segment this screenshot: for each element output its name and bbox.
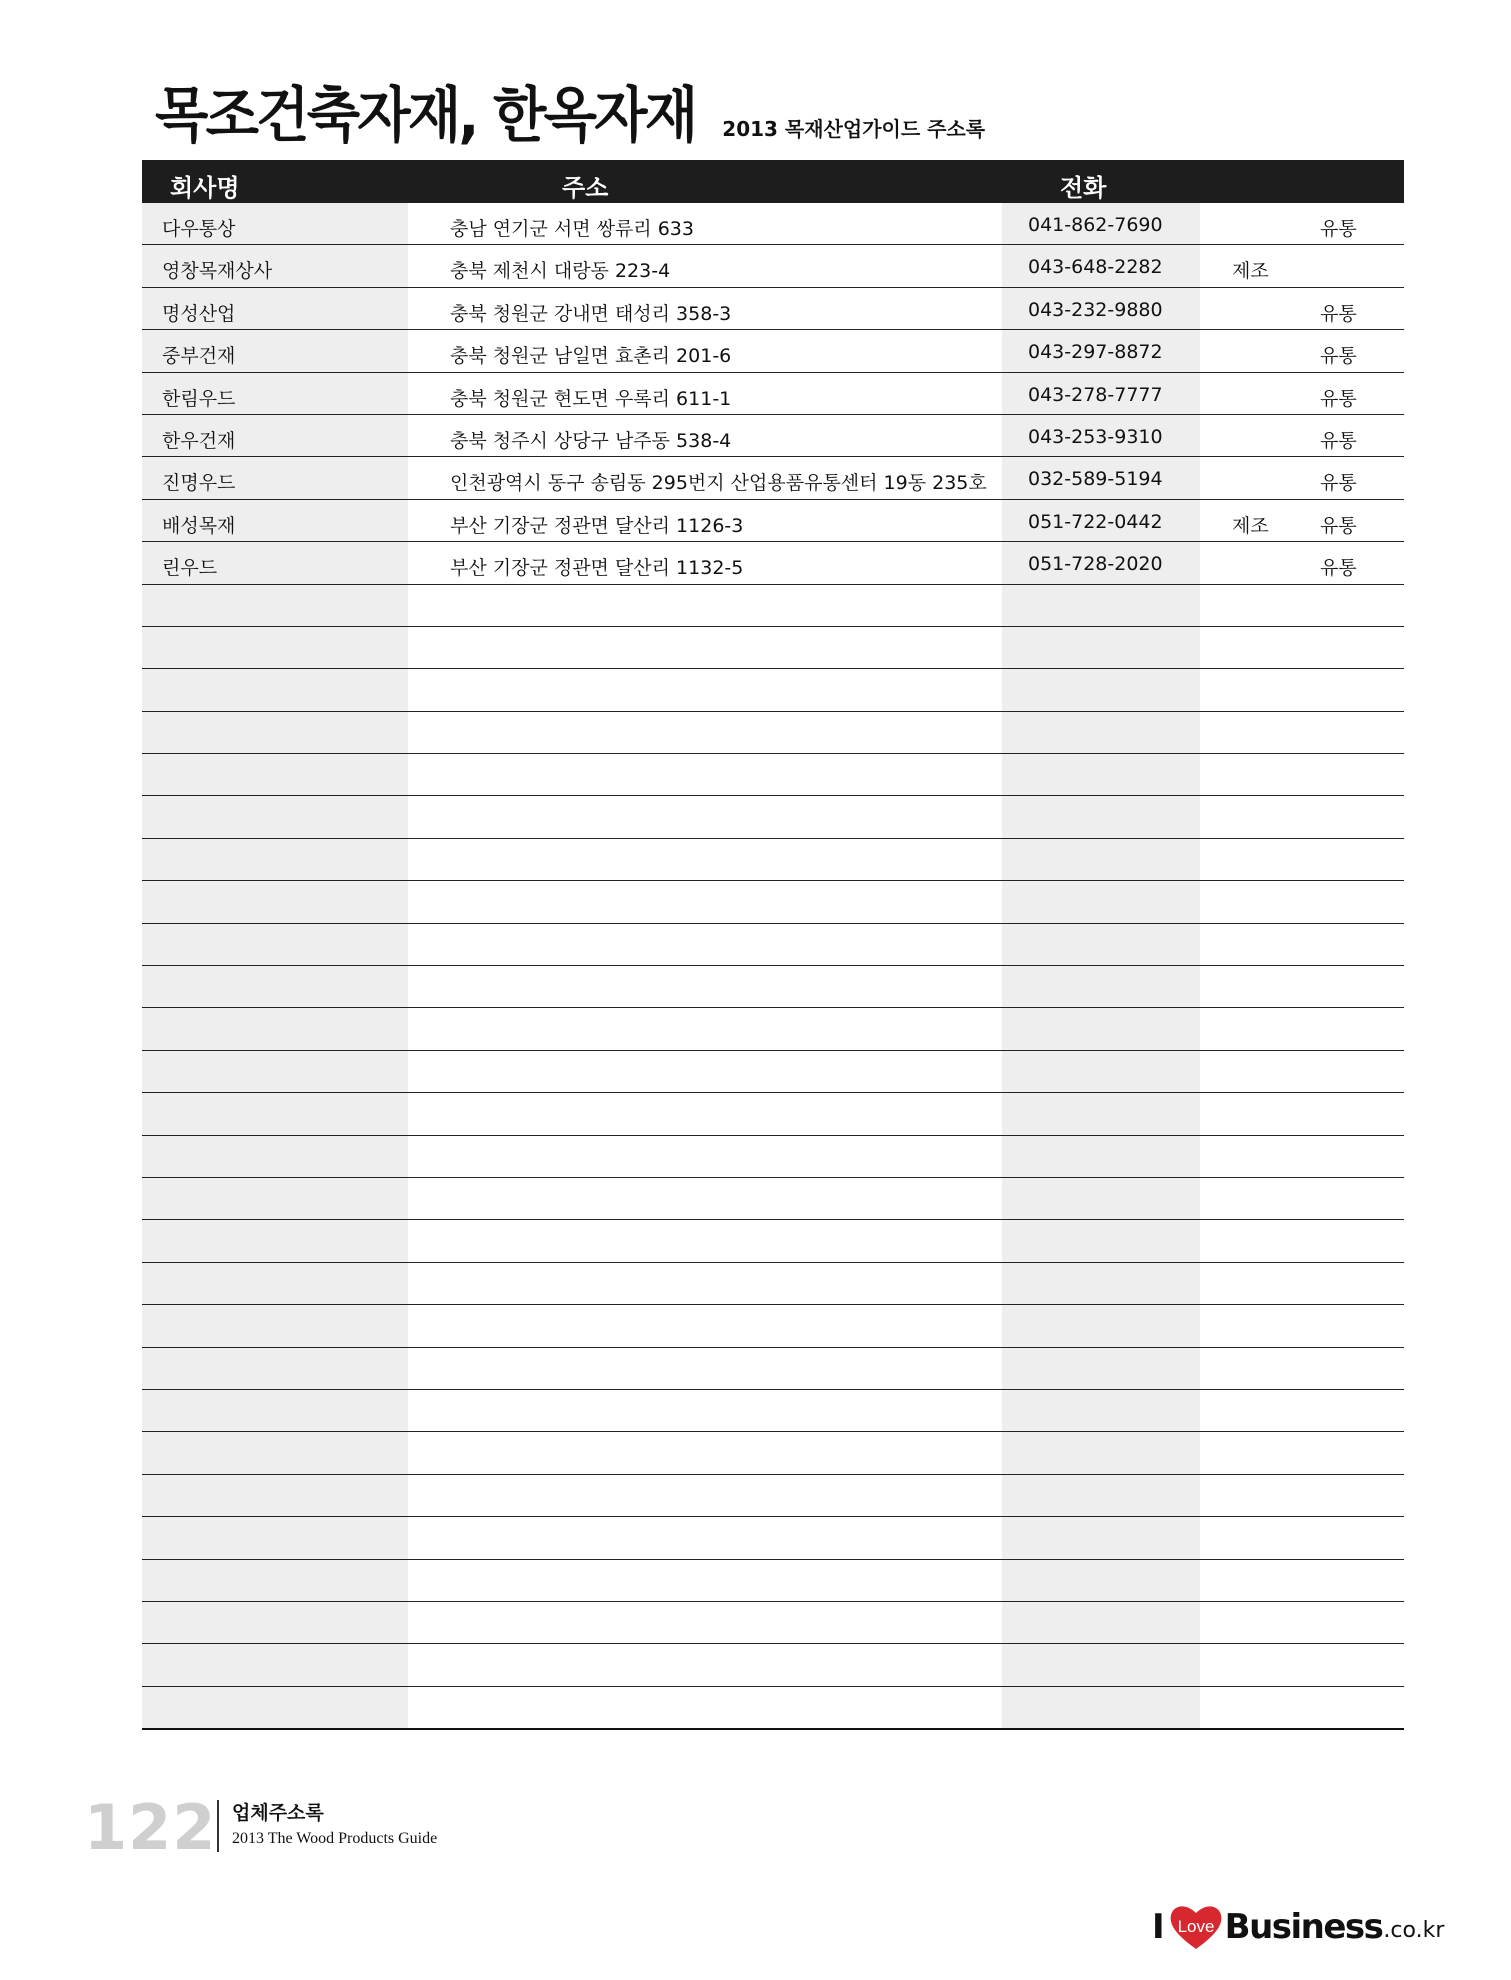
- cell-phone: 043-278-7777: [1028, 383, 1163, 406]
- cell-phone: 032-589-5194: [1028, 468, 1163, 491]
- cell-company: 영창목재상사: [162, 260, 273, 283]
- table-row: [142, 245, 1404, 287]
- cell-dist: 유통: [1320, 345, 1357, 368]
- empty-table-row: [142, 1517, 1404, 1559]
- cell-address: 충북 청원군 남일면 효촌리 201-6: [450, 345, 732, 368]
- empty-table-row: [142, 1220, 1404, 1262]
- cell-address: 충북 청주시 상당구 남주동 538-4: [450, 429, 732, 452]
- empty-table-row: [142, 1008, 1404, 1050]
- cell-phone: 041-862-7690: [1028, 214, 1163, 236]
- cell-address: 충북 청원군 현도면 우록리 611-1: [450, 387, 732, 410]
- table-row: [142, 542, 1404, 584]
- empty-table-row: [142, 796, 1404, 838]
- cell-address: 충북 제천시 대랑동 223-4: [450, 260, 671, 283]
- cell-company: 다우통상: [162, 218, 236, 240]
- heart-icon: [1169, 1902, 1223, 1952]
- i-love-business-logo: [1152, 1902, 1444, 1952]
- cell-phone: 043-253-9310: [1028, 425, 1163, 448]
- cell-phone: 043-232-9880: [1028, 298, 1163, 321]
- empty-table-row: [142, 966, 1404, 1008]
- cell-company: 중부건재: [162, 345, 236, 368]
- empty-table-row: [142, 1051, 1404, 1093]
- cell-dist: 유통: [1320, 387, 1357, 410]
- cell-dist: 유통: [1320, 429, 1357, 452]
- table-body: [142, 203, 1404, 1730]
- empty-table-row: [142, 627, 1404, 669]
- empty-table-row: [142, 1305, 1404, 1347]
- empty-table-row: [142, 1263, 1404, 1305]
- cell-address: 충남 연기군 서면 쌍류리 633: [450, 218, 694, 240]
- empty-table-row: [142, 1093, 1404, 1135]
- page-subtitle: 2013 목재산업가이드 주소록: [722, 117, 986, 141]
- empty-table-row: [142, 754, 1404, 796]
- empty-table-row: [142, 1644, 1404, 1686]
- cell-mfg: 제조: [1232, 260, 1269, 283]
- table-row: [142, 500, 1404, 542]
- empty-table-row: [142, 1475, 1404, 1517]
- cell-dist: 유통: [1320, 514, 1357, 537]
- table-row: [142, 457, 1404, 499]
- logo-love: Love: [1177, 1917, 1215, 1936]
- empty-table-row: [142, 1560, 1404, 1602]
- logo-business: Business: [1224, 1907, 1383, 1947]
- cell-phone: 051-722-0442: [1028, 510, 1163, 533]
- empty-table-row: [142, 1390, 1404, 1432]
- cell-address: 충북 청원군 강내면 태성리 358-3: [450, 302, 732, 325]
- cell-phone: 043-297-8872: [1028, 341, 1163, 364]
- empty-table-row: [142, 712, 1404, 754]
- empty-table-row: [142, 585, 1404, 627]
- header-company: 회사명: [170, 174, 240, 202]
- cell-dist: 유통: [1320, 472, 1357, 495]
- header-address: 주소: [562, 174, 609, 202]
- cell-dist: 유통: [1320, 557, 1357, 580]
- cell-phone: 043-648-2282: [1028, 256, 1163, 279]
- footer-section-title: 업체주소록: [232, 1802, 324, 1824]
- empty-table-row: [142, 1432, 1404, 1474]
- empty-table-row: [142, 924, 1404, 966]
- cell-dist: 유통: [1320, 218, 1357, 240]
- cell-company: 진명우드: [162, 472, 236, 495]
- empty-table-row: [142, 1602, 1404, 1644]
- cell-company: 린우드: [162, 557, 218, 580]
- empty-table-row: [142, 1136, 1404, 1178]
- cell-address: 부산 기장군 정관면 달산리 1126-3: [450, 514, 744, 537]
- logo-i: I: [1152, 1907, 1165, 1947]
- empty-table-row: [142, 881, 1404, 923]
- empty-table-row: [142, 839, 1404, 881]
- page-number: 122: [84, 1791, 217, 1864]
- cell-company: 한림우드: [162, 387, 236, 410]
- cell-address: 부산 기장군 정관면 달산리 1132-5: [450, 557, 744, 580]
- table-header: [142, 160, 1404, 203]
- cell-company: 명성산업: [162, 302, 236, 325]
- cell-dist: 유통: [1320, 302, 1357, 325]
- table-row: [142, 373, 1404, 415]
- footer-guide-name: 2013 The Wood Products Guide: [232, 1830, 438, 1847]
- cell-company: 한우건재: [162, 429, 236, 452]
- directory-table: [142, 160, 1404, 1730]
- empty-table-row: [142, 1178, 1404, 1220]
- table-row: [142, 415, 1404, 457]
- cell-phone: 051-728-2020: [1028, 553, 1163, 576]
- cell-company: 배성목재: [162, 514, 236, 537]
- logo-domain: .co.kr: [1383, 1917, 1445, 1943]
- page-title: 목조건축자재, 한옥자재: [155, 81, 696, 151]
- title-block: [155, 81, 986, 151]
- table-row: [142, 203, 1404, 245]
- header-phone: 전화: [1060, 174, 1107, 202]
- footer-divider: [217, 1800, 219, 1852]
- table-row: [142, 288, 1404, 330]
- cell-address: 인천광역시 동구 송림동 295번지 산업용품유통센터 19동 235호: [450, 472, 987, 495]
- table-row: [142, 330, 1404, 372]
- cell-mfg: 제조: [1232, 514, 1269, 537]
- empty-table-row: [142, 1687, 1404, 1730]
- empty-table-row: [142, 669, 1404, 711]
- empty-table-row: [142, 1348, 1404, 1390]
